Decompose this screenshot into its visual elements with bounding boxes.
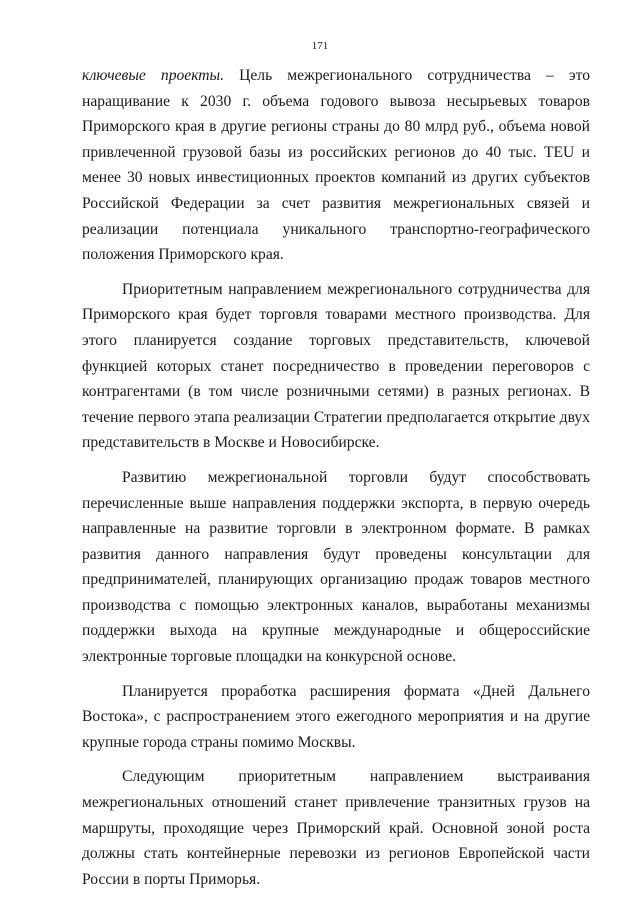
paragraph-text: Цель межрегионального сотрудничества – это наращивание к 2030 г. объема годового вывоза несырьевых товаров Приморского края в другие регионы страны до 80 млрд руб., объема новой привлеченной грузовой базы из российских регионов до 40 тыс. TEU и менее 30 новых инвестиционных проектов компаний из других субъектов Российской Федерации за счет развития межрегиональных связей и реализации потенциала уникального транспортно-географического положения Приморского края.: [82, 67, 590, 264]
body-text: [82, 63, 590, 901]
paragraph-goals: [82, 63, 590, 268]
paragraph-interregional-trade: Развитию межрегиональной торговли будут способствовать перечисленные выше направления поддержки экспорта, в первую очередь направленные на развитие торговли в электронном формате. В рамках развития данного направления будут проведены консультации для предпринимателей, планирующих организацию продаж товаров местного производства с помощью электронных каналов, выработаны механизмы поддержки выхода на крупные международные и общероссийские электронные торговые площадки на конкурсной основе.: [82, 468, 590, 666]
paragraph-lead-italic: ключевые проекты.: [82, 67, 225, 84]
paragraph-local-goods-trade: Приоритетным направлением межрегионального сотрудничества для Приморского края будет торговля товарами местного производства. Для этого планируется создание торговых представительств, ключевой функцией которых станет посредничество в проведении переговоров с контрагентами (в том числе розничными сетями) в разных регионах. В течение первого этапа реализации Стратегии предполагается открытие двух представительств в Москве и Новосибирске.: [82, 280, 590, 452]
page-number: 171: [311, 40, 329, 52]
paragraph-far-east-days: Планируется проработка расширения формата «Дней Дальнего Востока», с распространением этого ежегодного мероприятия и на другие крупные города страны помимо Москвы.: [82, 682, 590, 751]
paragraph-transit-cargo: Следующим приоритетным направлением выстраивания межрегиональных отношений станет привлечение транзитных грузов на маршруты, проходящие через Приморский край. Основной зоной роста должны стать контейнерные перевозки из регионов Европейской части России в порты Приморья.: [82, 768, 590, 888]
